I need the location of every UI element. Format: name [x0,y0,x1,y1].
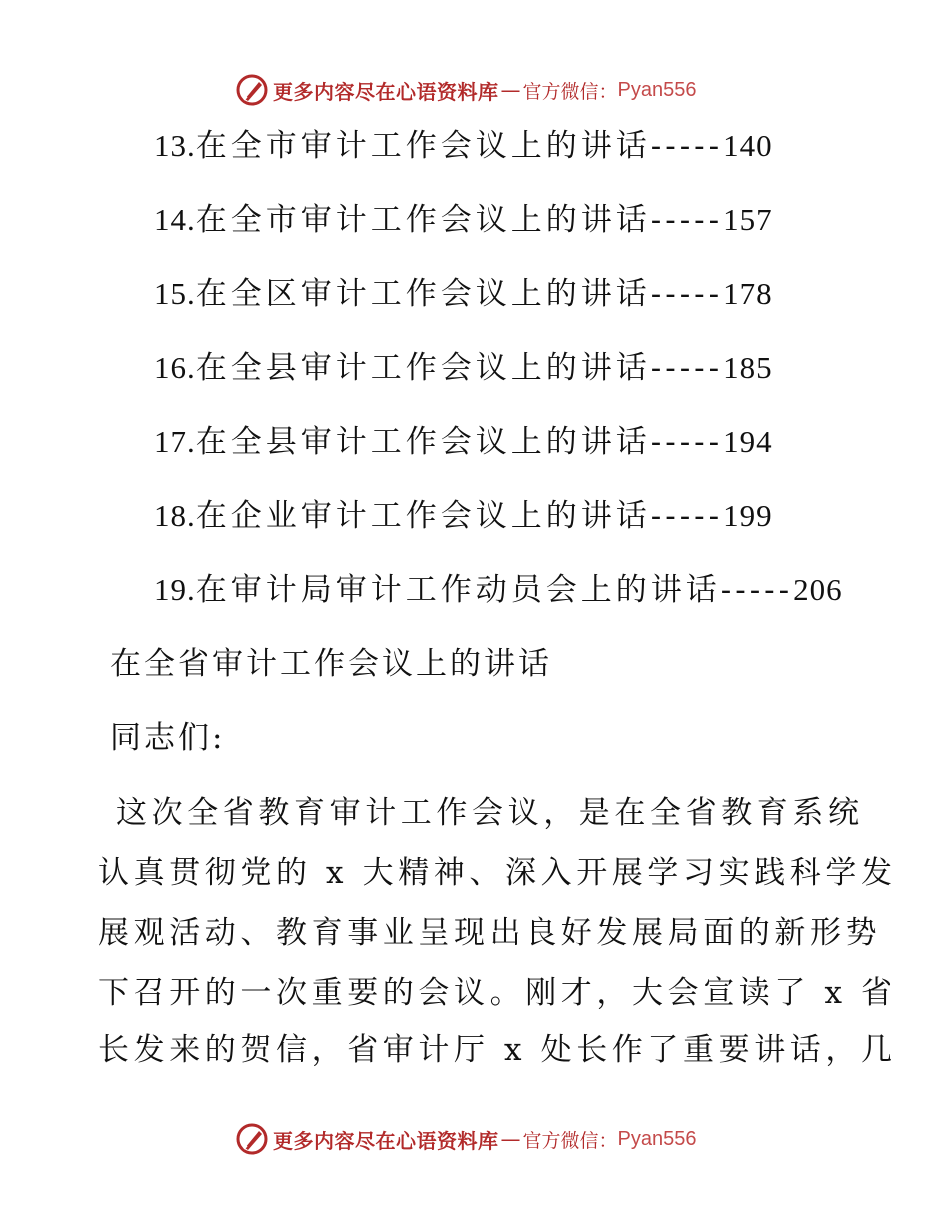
watermark-dash: — [500,1127,521,1151]
speech-greeting: 同志们: [110,720,226,756]
toc-dashes: ----- [650,350,724,386]
toc-dashes: ----- [650,128,724,164]
toc-title: 在全县审计工作会议上的讲话 [195,424,651,460]
pen-logo-icon [235,1122,269,1156]
speech-title: 在全省审计工作会议上的讲话 [110,646,552,682]
toc-dashes: ----- [650,498,724,534]
watermark-wechat-id: Pyan556 [617,1127,697,1150]
toc-dashes: ----- [650,202,724,238]
toc-entry [154,570,843,610]
toc-index: 19. [154,572,196,607]
toc-entry [154,496,773,536]
footer-watermark [235,1121,696,1157]
toc-dashes: ----- [650,276,724,312]
body-line: 展观活动、教育事业呈现出良好发展局面的新形势 [98,915,882,951]
toc-index: 15. [154,276,196,311]
watermark-wechat-id: Pyan556 [617,78,697,101]
toc-title: 在审计局审计工作动员会上的讲话 [195,572,721,608]
body-line: 认真贯彻党的 x 大精神、深入开展学习实践科学发 [98,855,897,891]
toc-index: 16. [154,350,196,385]
toc-title: 在全县审计工作会议上的讲话 [195,350,651,386]
watermark-site-text: 更多内容尽在心语资料库 [273,79,499,104]
toc-title: 在企业审计工作会议上的讲话 [195,498,651,534]
toc-page: 206 [793,572,843,607]
toc-entry [154,200,773,240]
watermark-label: 官方微信： [522,1129,618,1152]
toc-entry [154,126,773,166]
toc-entry [154,348,773,388]
toc-index: 14. [154,202,196,237]
toc-index: 17. [154,424,196,459]
toc-page: 185 [723,350,773,385]
toc-page: 199 [723,498,773,533]
body-line: 这次全省教育审计工作会议，是在全省教育系统 [116,795,864,831]
toc-page: 140 [723,128,773,163]
watermark-dash: — [500,78,521,102]
body-line: 长发来的贺信，省审计厅 x 处长作了重要讲话，几 [98,1032,897,1068]
toc-entry [154,422,773,462]
toc-page: 157 [723,202,773,237]
toc-index: 13. [154,128,196,163]
toc-dashes: ----- [650,424,724,460]
toc-index: 18. [154,498,196,533]
body-line: 下召开的一次重要的会议。刚才，大会宣读了 x 省 [98,975,897,1011]
header-watermark [235,72,696,108]
toc-title: 在全市审计工作会议上的讲话 [195,202,651,238]
watermark-site-text: 更多内容尽在心语资料库 [273,1128,499,1153]
toc-page: 194 [723,424,773,459]
watermark-label: 官方微信： [522,80,618,103]
pen-logo-icon [235,73,269,107]
toc-title: 在全市审计工作会议上的讲话 [195,128,651,164]
toc-title: 在全区审计工作会议上的讲话 [195,276,651,312]
toc-page: 178 [723,276,773,311]
toc-dashes: ----- [720,572,794,608]
toc-entry [154,274,773,314]
